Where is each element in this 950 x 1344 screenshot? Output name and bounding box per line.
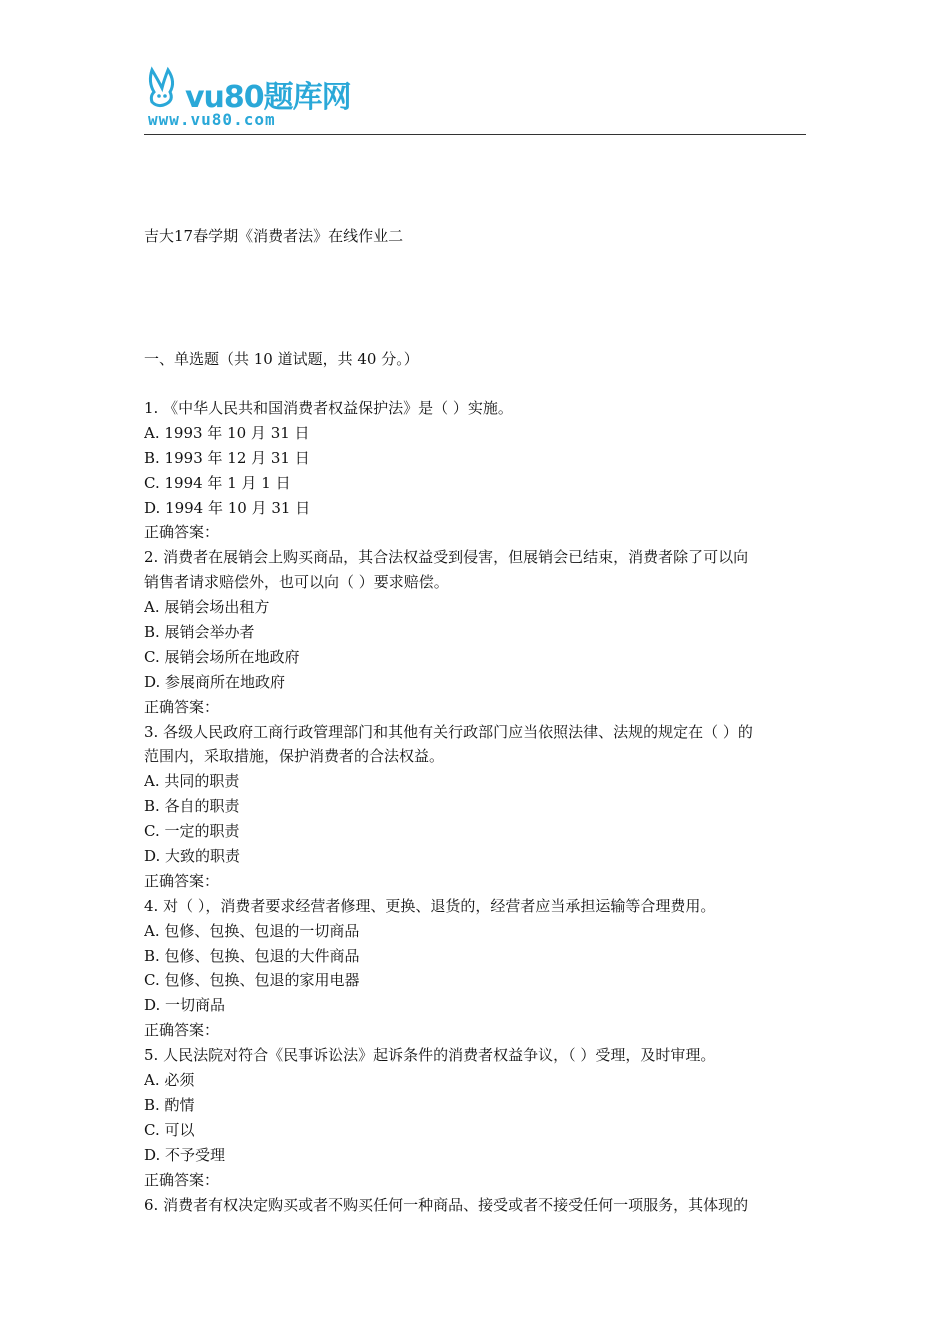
text-line: C. 可以 — [144, 1120, 195, 1139]
text-line: A. 共同的职责 — [144, 772, 240, 791]
logo-brand: vu80题库网 — [185, 80, 351, 115]
logo-url: www.vu80.com — [148, 110, 276, 129]
text-line: C. 展销会场所在地政府 — [144, 647, 300, 666]
text-line: 正确答案： — [144, 871, 220, 890]
text-line: A. 包修、包换、包退的一切商品 — [144, 921, 360, 940]
text-line: 销售者请求赔偿外，也可以向（ ）要求赔偿。 — [144, 573, 449, 592]
rabbit-icon — [144, 66, 188, 110]
text-line: B. 酌情 — [144, 1095, 195, 1114]
text-line: B. 1993 年 12 月 31 日 — [144, 448, 310, 467]
text-line: D. 一切商品 — [144, 996, 226, 1015]
text-line: 正确答案： — [144, 523, 220, 542]
text-line: 2. 消费者在展销会上购买商品，其合法权益受到侵害，但展销会已结束，消费者除了可以向 — [144, 548, 749, 567]
text-line: A. 1993 年 10 月 31 日 — [144, 423, 310, 442]
text-line: A. 展销会场出租方 — [144, 598, 270, 617]
text-line: B. 展销会举办者 — [144, 623, 255, 642]
text-line: D. 1994 年 10 月 31 日 — [144, 498, 311, 517]
section-heading: 一、单选题（共 10 道试题，共 40 分。） — [144, 350, 419, 368]
text-line: C. 一定的职责 — [144, 822, 240, 841]
text-line: A. 必须 — [144, 1071, 195, 1090]
vu80-logo — [144, 66, 351, 134]
question-list — [144, 396, 808, 1217]
text-line: D. 大致的职责 — [144, 847, 241, 866]
text-line: B. 各自的职责 — [144, 797, 240, 816]
text-line: C. 1994 年 1 月 1 日 — [144, 473, 291, 492]
text-line: 范围内，采取措施，保护消费者的合法权益。 — [144, 747, 445, 766]
text-line: D. 不予受理 — [144, 1145, 226, 1164]
text-line: 4. 对（ ），消费者要求经营者修理、更换、退货的，经营者应当承担运输等合理费用。 — [144, 896, 716, 915]
text-line: 正确答案： — [144, 1170, 220, 1189]
text-line: C. 包修、包换、包退的家用电器 — [144, 971, 360, 990]
text-line: D. 参展商所在地政府 — [144, 672, 286, 691]
text-line: 1. 《中华人民共和国消费者权益保护法》是（ ）实施。 — [144, 399, 513, 417]
text-line: 6. 消费者有权决定购买或者不购买任何一种商品、接受或者不接受任何一项服务，其体现的 — [144, 1195, 749, 1214]
text-line: 正确答案： — [144, 697, 220, 716]
text-line: 3. 各级人民政府工商行政管理部门和其他有关行政部门应当依照法律、法规的规定在（ ）的 — [144, 722, 753, 741]
header-divider — [144, 134, 806, 135]
document-title: 吉大17春学期《消费者法》在线作业二 — [144, 227, 404, 245]
text-line: 正确答案： — [144, 1021, 220, 1040]
text-line: 5. 人民法院对符合《民事诉讼法》起诉条件的消费者权益争议，（ ）受理，及时审理。 — [144, 1046, 716, 1065]
text-line: B. 包修、包换、包退的大件商品 — [144, 946, 360, 965]
